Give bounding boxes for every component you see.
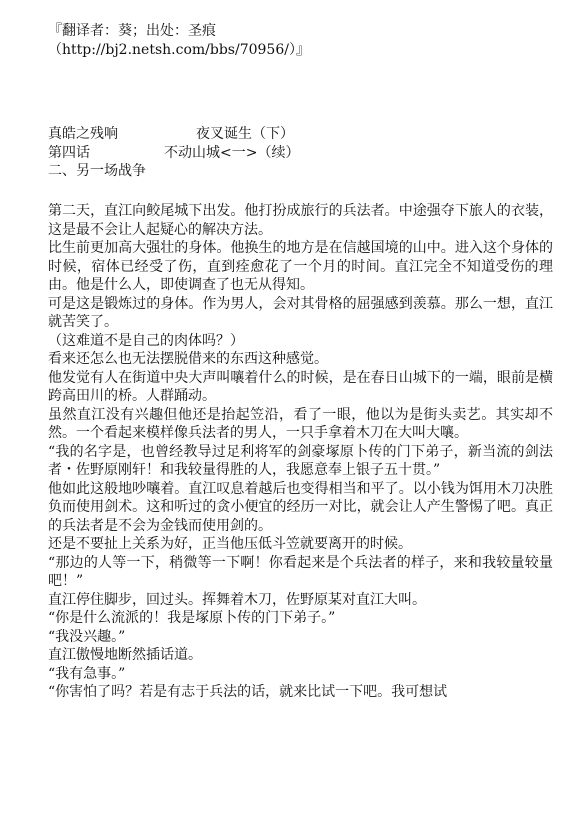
- chapter-title: 不动山城<一>（续）: [164, 144, 300, 161]
- chapter-heading: [48, 125, 568, 181]
- credit-line-1: 『翻译者：葵；出处：圣痕: [48, 23, 216, 39]
- paragraph: 直江停住脚步，回过头。挥舞着木刀，佐野原某对直江大叫。: [48, 591, 426, 608]
- translator-credit: [48, 22, 568, 59]
- paragraph: “你是什么流派的！我是塚原卜传的门下弟子。”: [48, 610, 336, 626]
- series-title: 真皓之残响: [48, 126, 118, 142]
- paragraph: 第二天，直江向鲛尾城下出发。他打扮成旅行的兵法者。中途强夺下旅人的衣装，这是最不会让人起疑心的解决方法。: [48, 203, 553, 238]
- section-title: 二、另一场战争: [48, 163, 146, 179]
- paragraph: 看来还怎么也无法摆脱借来的东西这种感觉。: [48, 351, 328, 367]
- paragraph: “你害怕了吗？若是有志于兵法的话，就来比试一下吧。我可想试: [48, 684, 448, 700]
- paragraph: 虽然直江没有兴趣但他还是抬起笠沿，看了一眼，他以为是街头卖艺。其实却不然。一个看起来模样像兵法者的男人，一只手拿着木刀在大叫大嚷。: [48, 406, 553, 441]
- paragraph: “那边的人等一下，稍微等一下啊！你看起来是个兵法者的样子，来和我较量较量吧！”: [48, 554, 553, 589]
- paragraph: “我的名字是，也曾经教导过足利将军的剑豪塚原卜传的门下弟子，新当流的剑法者・佐野原刚轩！和我较量得胜的人，我愿意奉上银子五十贯。”: [48, 443, 553, 478]
- paragraph: 他如此这般地吵嚷着。直江叹息着越后也变得相当和平了。以小钱为饵用木刀决胜负而使用剑术。这和听过的贪小便宜的经历一对比，就会让人产生警惕了吧。真正的兵法者是不会为金钱而使用剑的。: [48, 480, 553, 534]
- paragraph: “我没兴趣。”: [48, 628, 126, 645]
- paragraph: 可是这是锻炼过的身体。作为男人，会对其骨格的屈强感到羡慕。那么一想，直江就苦笑了。: [48, 295, 553, 330]
- paragraph: 还是不要扯上关系为好，正当他压低斗笠就要离开的时候。: [48, 536, 412, 552]
- paragraph: 他发觉有人在街道中央大声叫嚷着什么的时候，是在春日山城下的一端，眼前是横跨高田川的桥。人群踊动。: [48, 369, 553, 404]
- body-text: [48, 202, 553, 702]
- volume-title: 夜叉诞生（下）: [196, 126, 294, 142]
- paragraph: （这难道不是自己的肉体吗？）: [48, 332, 244, 349]
- paragraph: “我有急事。”: [48, 665, 126, 682]
- chapter-number: 第四话: [48, 144, 90, 161]
- paragraph: 直江傲慢地断然插话道。: [48, 647, 202, 663]
- paragraph: 比生前更加高大强壮的身体。他换生的地方是在信越国境的山中。进入这个身体的时候，宿体已经受了伤，直到痊愈花了一个月的时间。直江完全不知道受伤的理由。他是什么人，即使调查了也无从得知。: [48, 240, 553, 293]
- credit-line-2: （http://bj2.netsh.com/bbs/70956/）』: [48, 41, 310, 58]
